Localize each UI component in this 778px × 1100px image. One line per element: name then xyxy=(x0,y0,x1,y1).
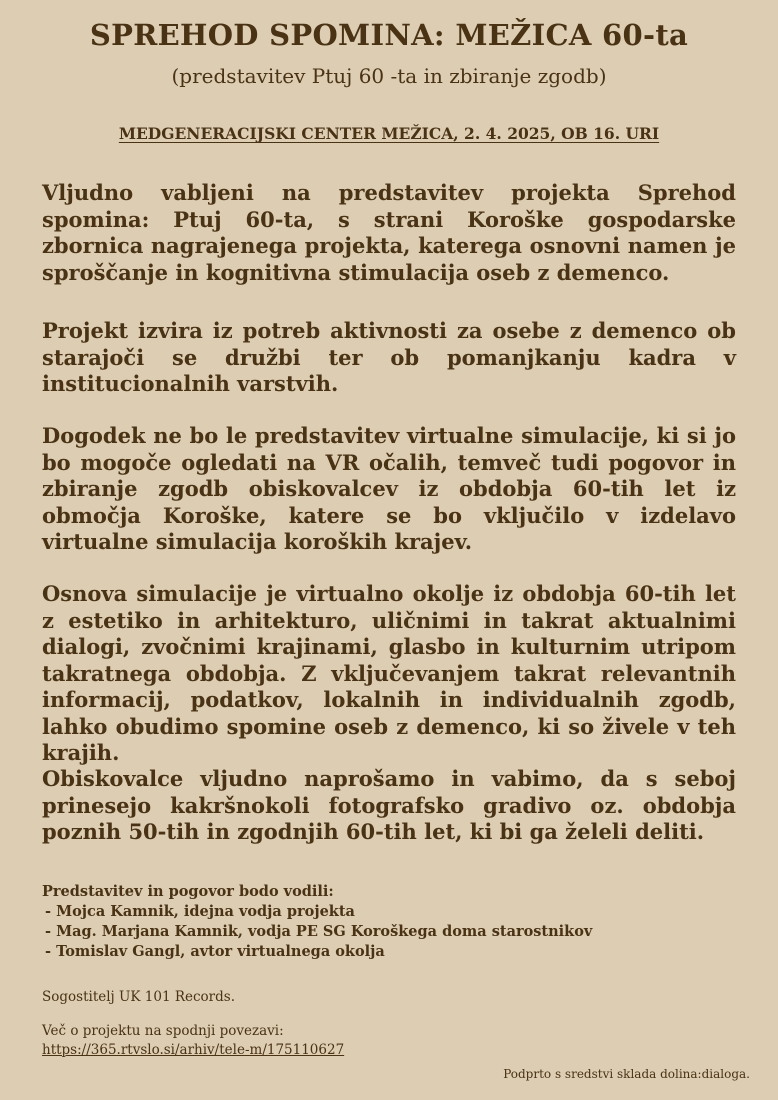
presenters-heading: Predstavitev in pogovor bodo vodili: xyxy=(42,883,334,900)
presenter-item: - Tomislav Gangl, avtor virtualnega okolja xyxy=(45,943,385,960)
presenter-item: - Mojca Kamnik, idejna vodja projekta xyxy=(45,903,355,920)
presenter-item: - Mag. Marjana Kamnik, vodja PE SG Koroškega doma starostnikov xyxy=(45,923,593,940)
more-info-section xyxy=(42,1022,344,1060)
presenters-section xyxy=(42,882,742,962)
support-note: Podprto s sredstvi sklada dolina:dialoga. xyxy=(503,1067,750,1081)
cohost-note: Sogostitelj UK 101 Records. xyxy=(42,989,235,1005)
visitor-request-paragraph: Obiskovalce vljudno naprošamo in vabimo, da s seboj prinesejo kakršnokoli fotografsko gradivo oz. obdobja poznih 50-tih in zgodnjih 60-tih let, ki bi ga želeli deliti. xyxy=(42,766,736,844)
page-title: SPREHOD SPOMINA: MEŽICA 60-ta xyxy=(89,18,689,52)
project-link[interactable]: https://365.rtvslo.si/arhiv/tele-m/175110627 xyxy=(42,1042,345,1058)
simulation-paragraph: Osnova simulacije je virtualno okolje iz obdobja 60-tih let z estetiko in arhitekturo, uličnimi in takrat aktualnimi dialogi, zvočnimi krajinami, glasbo in kulturnim utripom takratnega obdobja. Z vključevanjem takrat relevantnih informacij, podatkov, lokalnih in individualnih zgodb, lahko obudimo spomine oseb z demenco, ki so živele v teh krajih. xyxy=(42,581,736,765)
project-origin-paragraph: Projekt izvira iz potreb aktivnosti za osebe z demenco ob starajoči se družbi ter ob pomanjkanju kadra v institucionalnih varstvih. xyxy=(42,318,736,396)
event-details: MEDGENERACIJSKI CENTER MEŽICA, 2. 4. 2025, OB 16. URI xyxy=(118,124,660,143)
event-description-paragraph: Dogodek ne bo le predstavitev virtualne simulacije, ki si jo bo mogoče ogledati na VR očalih, temveč tudi pogovor in zbiranje zgodb obiskovalcev iz obdobja 60-tih let iz območja Koroške, katere se bo vključilo v izdelavo virtualne simulacija koroških krajev. xyxy=(42,423,736,554)
more-info-label: Več o projektu na spodnji povezavi: xyxy=(42,1023,284,1039)
invitation-paragraph: Vljudno vabljeni na predstavitev projekta Sprehod spomina: Ptuj 60-ta, s strani Koroške gospodarske zbornica nagrajenega projekta, katerega osnovni namen je sproščanje in kognitivna stimulacija oseb z demenco. xyxy=(42,180,736,285)
page-subtitle: (predstavitev Ptuj 60 -ta in zbiranje zgodb) xyxy=(171,64,607,88)
